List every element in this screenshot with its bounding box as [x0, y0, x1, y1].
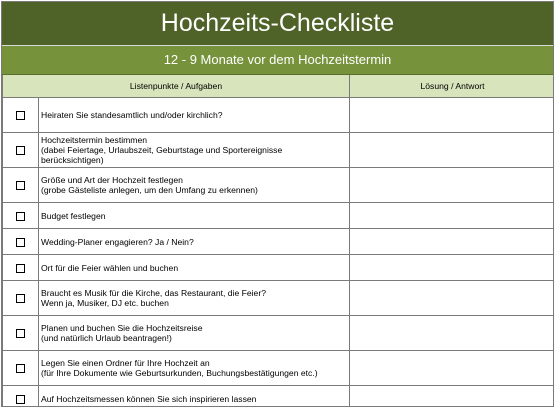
task-cell: [39, 203, 350, 229]
table-row: [3, 281, 555, 316]
answer-cell[interactable]: [350, 281, 554, 316]
checkbox-icon[interactable]: [16, 146, 25, 155]
page-title: Hochzeits-Checkliste: [2, 2, 553, 46]
answer-cell[interactable]: [350, 229, 554, 255]
table-row: [3, 203, 555, 229]
task-text: Legen Sie einen Ordner für Ihre Hochzeit an: [41, 358, 210, 368]
task-text: berücksichtigen): [41, 155, 104, 165]
task-cell: [39, 255, 350, 281]
task-text: Hochzeitstermin bestimmen: [41, 135, 148, 145]
checkbox-icon[interactable]: [16, 181, 25, 190]
section-subtitle: 12 - 9 Monate vor dem Hochzeitstermin: [2, 46, 553, 75]
checkbox-icon[interactable]: [16, 329, 25, 338]
task-text: Wedding-Planer engagieren? Ja / Nein?: [41, 236, 194, 247]
task-text: Wenn ja, Musiker, DJ etc. buchen: [41, 298, 169, 308]
table-row: [3, 98, 555, 133]
answer-cell[interactable]: [350, 351, 554, 386]
task-cell: [39, 316, 350, 351]
table-header-row: [3, 75, 555, 98]
task-text: Budget festlegen: [41, 210, 106, 221]
checkbox-cell: [3, 168, 39, 203]
answer-cell[interactable]: [350, 255, 554, 281]
checkbox-cell: [3, 229, 39, 255]
task-cell: [39, 229, 350, 255]
checkbox-cell: [3, 316, 39, 351]
checkbox-cell: [3, 98, 39, 133]
task-text: Größe und Art der Hochzeit festlegen: [41, 175, 183, 185]
task-cell: [39, 133, 350, 168]
table-row: [3, 316, 555, 351]
task-text: Heiraten Sie standesamtlich und/oder kirchlich?: [41, 110, 223, 120]
checkbox-icon[interactable]: [16, 111, 25, 120]
task-text: (grobe Gästeliste anlegen, um den Umfang zu erkennen): [41, 185, 258, 195]
checkbox-cell: [3, 281, 39, 316]
task-text: (dabei Feiertage, Urlaubszeit, Geburtstage und Sportereignisse: [41, 145, 283, 155]
task-text: Braucht es Musik für die Kirche, das Restaurant, die Feier?: [41, 288, 266, 298]
answer-cell[interactable]: [350, 203, 554, 229]
task-cell: [39, 351, 350, 386]
task-text: Auf Hochzeitsmessen können Sie sich inspirieren lassen: [41, 393, 257, 404]
checkbox-icon[interactable]: [16, 238, 25, 247]
answer-cell[interactable]: [350, 98, 554, 133]
checkbox-cell: [3, 351, 39, 386]
table-row: [3, 133, 555, 168]
answer-cell[interactable]: [350, 316, 554, 351]
task-text: Ort für die Feier wählen und buchen: [41, 262, 179, 273]
checkbox-cell: [3, 203, 39, 229]
answer-cell[interactable]: [350, 133, 554, 168]
table-row: [3, 168, 555, 203]
answer-cell[interactable]: [350, 386, 554, 408]
table-row: [3, 229, 555, 255]
checklist-table: [2, 75, 554, 407]
checkbox-cell: [3, 386, 39, 408]
task-cell: [39, 281, 350, 316]
task-text: (und natürlich Urlaub beantragen!): [41, 333, 172, 343]
table-row: [3, 351, 555, 386]
checklist-sheet: [1, 1, 554, 407]
task-cell: [39, 98, 350, 133]
checkbox-icon[interactable]: [16, 264, 25, 273]
task-cell: [39, 386, 350, 408]
checkbox-icon[interactable]: [16, 395, 25, 404]
answer-cell[interactable]: [350, 168, 554, 203]
task-text: (für Ihre Dokumente wie Geburtsurkunden, Buchungsbestätigungen etc.): [41, 368, 318, 378]
column-header-answer: Lösung / Antwort: [350, 75, 554, 98]
checkbox-cell: [3, 133, 39, 168]
checkbox-icon[interactable]: [16, 294, 25, 303]
table-row: [3, 386, 555, 408]
checkbox-icon[interactable]: [16, 212, 25, 221]
task-text: Planen und buchen Sie die Hochzeitsreise: [41, 323, 203, 333]
table-row: [3, 255, 555, 281]
checkbox-icon[interactable]: [16, 364, 25, 373]
task-cell: [39, 168, 350, 203]
column-header-tasks: Listenpunkte / Aufgaben: [3, 75, 350, 98]
checkbox-cell: [3, 255, 39, 281]
